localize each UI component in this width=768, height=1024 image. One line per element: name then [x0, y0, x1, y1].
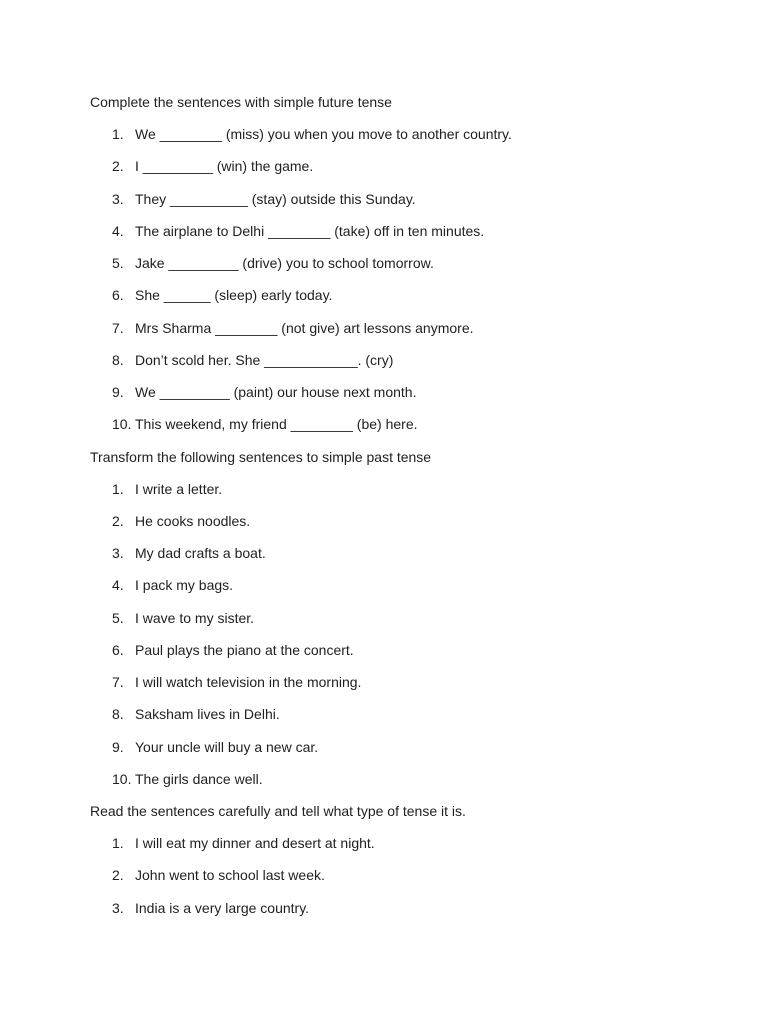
question-text: He cooks noodles.: [135, 512, 251, 529]
question-number: 7.: [112, 674, 124, 690]
question-number: 4.: [112, 222, 124, 239]
question-number: 2.: [112, 158, 124, 175]
question-list: [90, 829, 710, 926]
list-item: [90, 120, 710, 152]
question-number: 1.: [112, 480, 124, 497]
question-number: 1.: [112, 126, 124, 142]
list-item: [90, 185, 710, 217]
list-item: [90, 217, 710, 249]
list-item: [90, 410, 710, 442]
question-text: We ________ (miss) you when you move to another country.: [135, 126, 512, 142]
list-item: [90, 475, 710, 507]
question-text: Don’t scold her. She ____________. (cry): [135, 351, 394, 368]
list-item: [90, 636, 710, 668]
question-text: Paul plays the piano at the concert.: [135, 641, 354, 658]
question-number: 9.: [112, 738, 124, 755]
question-number: 3.: [112, 899, 124, 916]
question-number: 8.: [112, 351, 124, 368]
question-number: 5.: [112, 255, 124, 271]
list-item: [90, 765, 710, 797]
section-heading: Transform the following sentences to simple past tense: [90, 448, 432, 465]
list-item: [90, 668, 710, 700]
list-item: [90, 346, 710, 378]
question-text: I _________ (win) the game.: [135, 158, 314, 175]
question-text: I will watch television in the morning.: [135, 674, 362, 690]
list-item: [90, 152, 710, 184]
list-item: [90, 700, 710, 732]
list-item: [90, 281, 710, 313]
question-text: We _________ (paint) our house next month.: [135, 384, 417, 400]
question-text: The airplane to Delhi ________ (take) off in ten minutes.: [135, 222, 485, 239]
question-number: 5.: [112, 609, 124, 626]
list-item: [90, 507, 710, 539]
section-identify-tense: [90, 797, 710, 926]
section-simple-past: [90, 443, 710, 798]
question-list: [90, 120, 710, 443]
question-text: Saksham lives in Delhi.: [135, 706, 280, 723]
question-number: 3.: [112, 545, 124, 561]
question-number: 2.: [112, 867, 124, 884]
section-simple-future: [90, 88, 710, 443]
question-number: 6.: [112, 641, 124, 658]
question-text: I wave to my sister.: [135, 609, 255, 626]
question-number: 7.: [112, 319, 124, 336]
question-text: I pack my bags.: [135, 577, 234, 594]
question-number: 1.: [112, 835, 124, 851]
question-text: My dad crafts a boat.: [135, 545, 266, 561]
question-text: Your uncle will buy a new car.: [135, 738, 319, 755]
question-number: 9.: [112, 384, 124, 400]
question-number: 10.: [112, 770, 132, 787]
question-number: 4.: [112, 577, 124, 594]
question-text: They __________ (stay) outside this Sunday.: [135, 190, 416, 207]
list-item: [90, 733, 710, 765]
section-heading: Read the sentences carefully and tell what type of tense it is.: [90, 803, 466, 819]
list-item: [90, 539, 710, 571]
question-number: 3.: [112, 190, 124, 207]
list-item: [90, 571, 710, 603]
question-number: 10.: [112, 416, 132, 433]
list-item: [90, 314, 710, 346]
question-number: 6.: [112, 287, 124, 304]
question-text: She ______ (sleep) early today.: [135, 287, 333, 304]
question-number: 2.: [112, 512, 124, 529]
question-text: John went to school last week.: [135, 867, 325, 884]
list-item: [90, 378, 710, 410]
worksheet-content: [90, 88, 710, 926]
question-list: [90, 475, 710, 798]
question-text: I will eat my dinner and desert at night.: [135, 835, 375, 851]
list-item: [90, 829, 710, 861]
list-item: [90, 249, 710, 281]
question-text: This weekend, my friend ________ (be) here.: [135, 416, 418, 433]
question-text: The girls dance well.: [135, 770, 263, 787]
question-text: I write a letter.: [135, 480, 223, 497]
section-heading: Complete the sentences with simple future tense: [90, 94, 392, 110]
list-item: [90, 604, 710, 636]
question-number: 8.: [112, 706, 124, 723]
question-text: India is a very large country.: [135, 899, 310, 916]
list-item: [90, 894, 710, 926]
list-item: [90, 861, 710, 893]
question-text: Jake _________ (drive) you to school tomorrow.: [135, 255, 434, 271]
question-text: Mrs Sharma ________ (not give) art lessons anymore.: [135, 319, 474, 336]
